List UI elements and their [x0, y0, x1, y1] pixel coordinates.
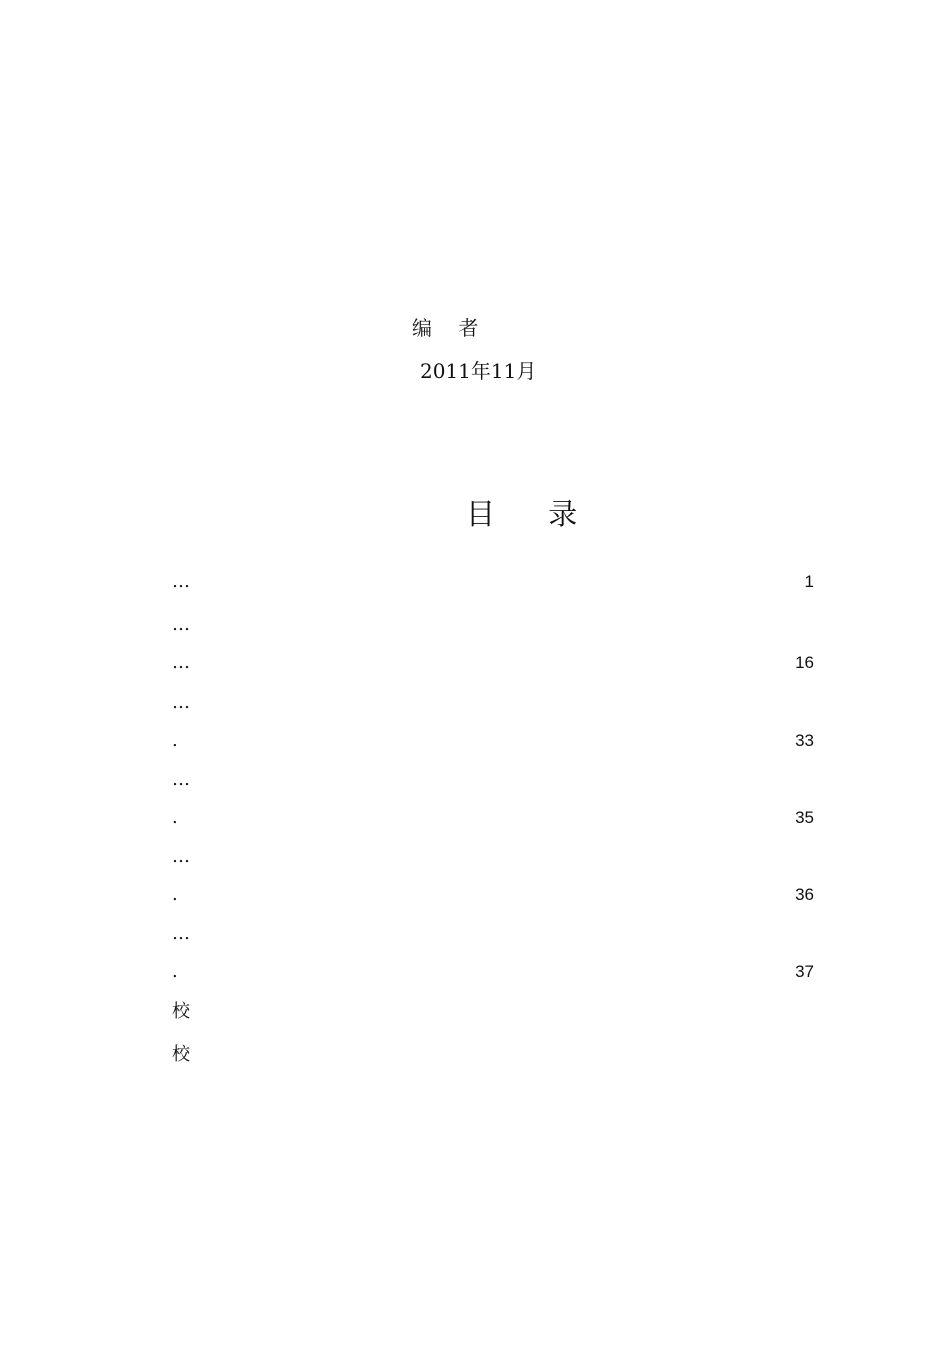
toc-entry-text: …: [172, 571, 190, 592]
toc-entry[interactable]: [172, 914, 814, 990]
toc-entry-leader: .: [172, 884, 178, 905]
toc-entry-text: 校: [172, 1044, 190, 1065]
editor-label: 编 者: [412, 316, 489, 340]
toc-entry-leader: …: [172, 652, 190, 673]
toc-entry[interactable]: [172, 992, 814, 1032]
toc-entry-leader: .: [172, 807, 178, 828]
toc-entry-page: 37: [795, 962, 814, 981]
toc-entry-text: …: [172, 692, 190, 713]
toc-entry-page: 35: [795, 808, 814, 827]
toc-entry[interactable]: [172, 837, 814, 913]
toc-entry[interactable]: [172, 562, 814, 602]
toc-entry-page: 33: [795, 731, 814, 750]
toc-entry-leader: .: [172, 730, 178, 751]
toc-entry[interactable]: [172, 605, 814, 681]
toc-entry[interactable]: [172, 683, 814, 759]
toc-entry[interactable]: [172, 1035, 814, 1075]
toc-entry-page: 36: [795, 885, 814, 904]
toc-entry[interactable]: [172, 760, 814, 836]
toc-entry-page: 16: [795, 653, 814, 672]
toc-entry-text: …: [172, 769, 190, 790]
toc-title: 目 录: [466, 497, 600, 531]
toc-entry-text: …: [172, 614, 190, 635]
toc-entry-page: 1: [804, 572, 814, 591]
toc-entry-text: …: [172, 846, 190, 867]
toc-entry-leader: .: [172, 961, 178, 982]
toc-entry-text: 校: [172, 1001, 190, 1022]
publication-date: 2011年11月: [420, 359, 537, 383]
toc-entry-text: …: [172, 923, 190, 944]
